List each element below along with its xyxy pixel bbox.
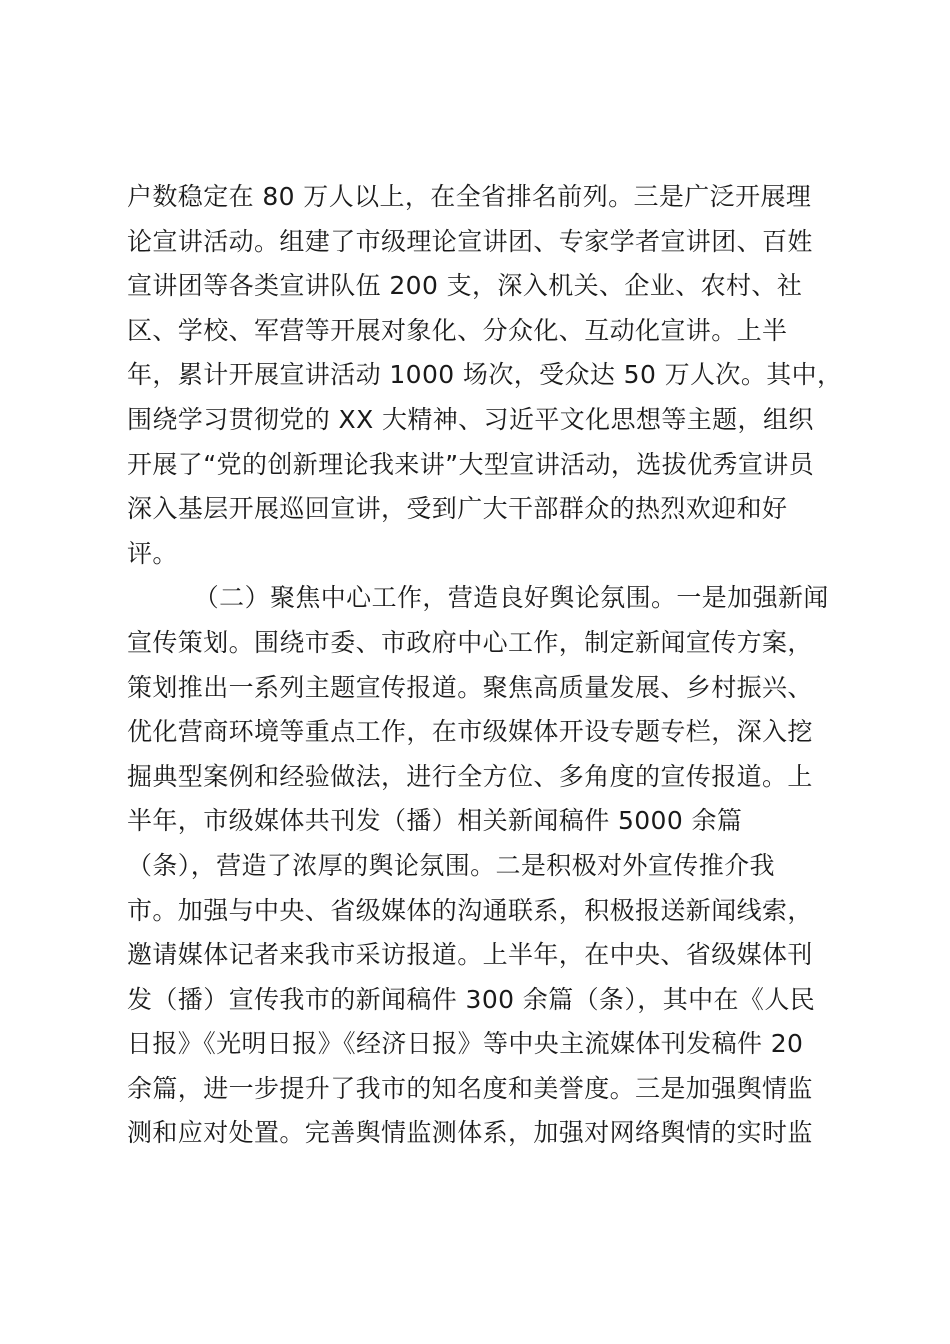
text-line-17: 市。加强与中央、省级媒体的沟通联系，积极报送新闻线索， [127, 895, 813, 925]
text-line-22: 测和应对处置。完善舆情监测体系，加强对网络舆情的实时监 [127, 1118, 813, 1148]
body-text [127, 175, 843, 1156]
text-line-10: （二）聚焦中心工作，营造良好舆论氛围。一是加强新闻 [127, 583, 829, 613]
text-line-6: 围绕学习贯彻党的 XX 大精神、习近平文化思想等主题，组织 [127, 404, 814, 434]
text-line-19: 发（播）宣传我市的新闻稿件 300 余篇（条），其中在《人民 [127, 984, 816, 1014]
text-line-8: 深入基层开展巡回宣讲，受到广大干部群众的热烈欢迎和好 [127, 494, 788, 524]
text-line-16: （条），营造了浓厚的舆论氛围。二是积极对外宣传推介我 [127, 850, 775, 880]
text-line-15: 半年，市级媒体共刊发（播）相关新闻稿件 5000 余篇 [127, 806, 743, 836]
text-line-14: 掘典型案例和经验做法，进行全方位、多角度的宣传报道。上 [127, 761, 813, 791]
text-line-11: 宣传策划。围绕市委、市政府中心工作，制定新闻宣传方案， [127, 627, 813, 657]
text-line-7: 开展了“党的创新理论我来讲”大型宣讲活动，选拔优秀宣讲员 [127, 449, 815, 479]
text-line-4: 区、学校、军营等开展对象化、分众化、互动化宣讲。上半 [127, 315, 788, 345]
text-line-3: 宣讲团等各类宣讲队伍 200 支，深入机关、企业、农村、社 [127, 271, 803, 301]
text-line-20: 日报》《光明日报》《经济日报》等中央主流媒体刊发稿件 20 [127, 1029, 804, 1059]
text-line-9: 评。 [127, 538, 178, 568]
text-line-21: 余篇，进一步提升了我市的知名度和美誉度。三是加强舆情监 [127, 1073, 813, 1103]
text-line-12: 策划推出一系列主题宣传报道。聚焦高质量发展、乡村振兴、 [127, 672, 813, 702]
text-line-13: 优化营商环境等重点工作，在市级媒体开设专题专栏，深入挖 [127, 717, 813, 747]
text-line-2: 论宣讲活动。组建了市级理论宣讲团、专家学者宣讲团、百姓 [127, 226, 813, 256]
text-line-18: 邀请媒体记者来我市采访报道。上半年，在中央、省级媒体刊 [127, 940, 813, 970]
text-line-1: 户数稳定在 80 万人以上，在全省排名前列。三是广泛开展理 [127, 182, 812, 211]
text-line-5: 年，累计开展宣讲活动 1000 场次，受众达 50 万人次。其中， [127, 360, 843, 390]
